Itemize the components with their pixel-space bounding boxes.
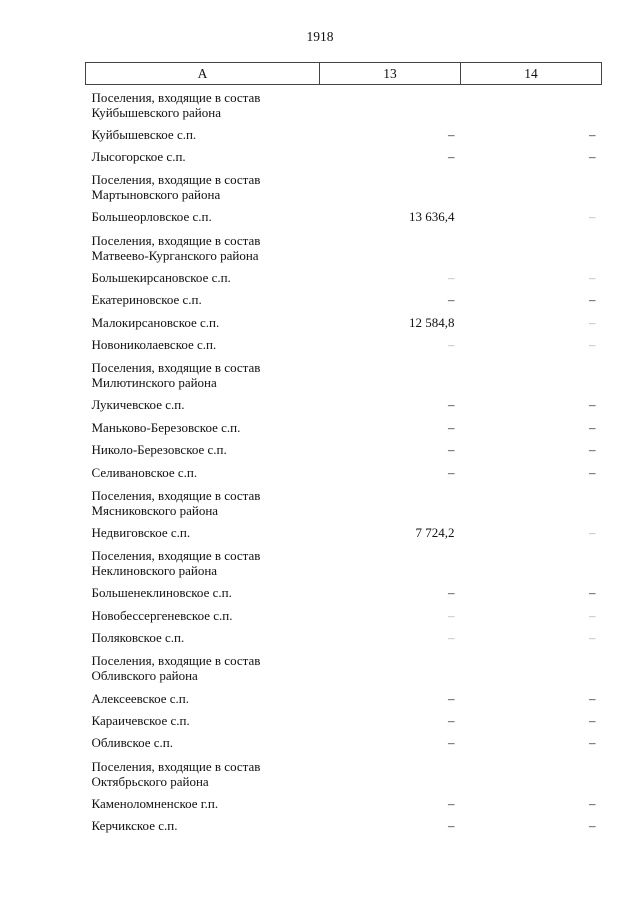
settlement-name: Селивановское с.п. <box>91 464 198 480</box>
table-row <box>86 439 602 461</box>
settlement-name: Куйбышевское с.п. <box>91 126 197 142</box>
group-name: Поселения, входящие в состав Куйбышевского района <box>91 89 261 120</box>
settlement-name: Поляковское с.п. <box>91 630 185 646</box>
value-col-14: – <box>589 269 596 285</box>
table-group-row <box>86 356 602 394</box>
value-col-14: – <box>589 818 596 834</box>
table-row <box>86 461 602 483</box>
settlement-name: Большенеклиновское с.п. <box>91 585 232 601</box>
table-group-row <box>86 168 602 206</box>
group-name: Поселения, входящие в состав Мартыновского района <box>91 172 261 203</box>
table-body <box>86 85 602 837</box>
column-header-14: 14 <box>461 63 602 85</box>
value-col-14: – <box>589 337 596 353</box>
value-col-13: – <box>448 269 455 285</box>
page-number: 1918 <box>306 29 334 44</box>
table-header-row <box>86 63 602 85</box>
table-row <box>86 333 602 355</box>
settlement-name: Большеорловское с.п. <box>91 209 212 225</box>
table-row <box>86 792 602 814</box>
table-group-row <box>86 649 602 687</box>
value-col-14: – <box>589 419 596 435</box>
table-row <box>86 266 602 288</box>
value-col-13: – <box>448 795 455 811</box>
value-col-14: – <box>589 524 596 540</box>
value-col-14: – <box>589 314 596 330</box>
value-col-13: – <box>448 149 455 165</box>
group-name: Поселения, входящие в состав Обливского района <box>91 653 261 684</box>
value-col-13: – <box>448 690 455 706</box>
budget-table <box>85 62 602 837</box>
settlement-name: Керчикское с.п. <box>91 818 178 834</box>
table-group-row <box>86 754 602 792</box>
value-col-13: 13 636,4 <box>409 209 455 225</box>
settlement-name: Новобессергеневское с.п. <box>91 607 233 623</box>
table-row <box>86 687 602 709</box>
table-row <box>86 145 602 167</box>
value-col-14: – <box>589 397 596 413</box>
table-row <box>86 521 602 543</box>
table-group-row <box>86 483 602 521</box>
value-col-13: – <box>448 585 455 601</box>
settlement-name: Малокирсановское с.п. <box>91 314 220 330</box>
value-col-14: – <box>589 292 596 308</box>
group-name: Поселения, входящие в состав Милютинского района <box>91 360 261 391</box>
settlement-name: Екатериновское с.п. <box>91 292 202 308</box>
value-col-14: – <box>589 585 596 601</box>
value-col-14: – <box>589 209 596 225</box>
settlement-name: Недвиговское с.п. <box>91 524 191 540</box>
table-row <box>86 626 602 648</box>
table-row <box>86 814 602 836</box>
table-row <box>86 311 602 333</box>
group-name: Поселения, входящие в состав Мясниковского района <box>91 487 261 518</box>
table-row <box>86 416 602 438</box>
value-col-14: – <box>589 735 596 751</box>
table-group-row <box>86 85 602 124</box>
table-row <box>86 604 602 626</box>
value-col-13: – <box>448 735 455 751</box>
settlement-name: Николо-Березовское с.п. <box>91 442 227 458</box>
settlement-name: Лукичевское с.п. <box>91 397 185 413</box>
value-col-14: – <box>589 126 596 142</box>
value-col-13: – <box>448 442 455 458</box>
table-row <box>86 732 602 754</box>
table-row <box>86 582 602 604</box>
table-group-row <box>86 544 602 582</box>
table-row <box>86 394 602 416</box>
value-col-13: – <box>448 630 455 646</box>
settlement-name: Караичевское с.п. <box>91 712 190 728</box>
value-col-13: – <box>448 126 455 142</box>
value-col-13: 12 584,8 <box>409 314 455 330</box>
table-row <box>86 123 602 145</box>
value-col-13: 7 724,2 <box>415 524 455 540</box>
value-col-14: – <box>589 630 596 646</box>
value-col-13: – <box>448 337 455 353</box>
group-name: Поселения, входящие в состав Неклиновского района <box>91 548 261 579</box>
value-col-14: – <box>589 607 596 623</box>
settlement-name: Обливское с.п. <box>91 735 174 751</box>
value-col-13: – <box>448 397 455 413</box>
table-group-row <box>86 228 602 266</box>
value-col-14: – <box>589 442 596 458</box>
value-col-14: – <box>589 795 596 811</box>
value-col-14: – <box>589 149 596 165</box>
value-col-13: – <box>448 818 455 834</box>
group-name: Поселения, входящие в состав Матвеево-Курганского района <box>91 232 261 263</box>
settlement-name: Лысогорское с.п. <box>91 149 186 165</box>
settlement-name: Новониколаевское с.п. <box>91 337 217 353</box>
value-col-14: – <box>589 464 596 480</box>
settlement-name: Большекирсановское с.п. <box>91 269 231 285</box>
value-col-13: – <box>448 607 455 623</box>
table-row <box>86 206 602 228</box>
settlement-name: Каменоломненское г.п. <box>91 795 219 811</box>
value-col-14: – <box>589 690 596 706</box>
settlement-name: Маньково-Березовское с.п. <box>91 419 241 435</box>
group-name: Поселения, входящие в состав Октябрьского района <box>91 758 261 789</box>
value-col-13: – <box>448 712 455 728</box>
table-row <box>86 289 602 311</box>
column-header-a: А <box>86 63 320 85</box>
value-col-13: – <box>448 292 455 308</box>
value-col-13: – <box>448 464 455 480</box>
value-col-14: – <box>589 712 596 728</box>
column-header-13: 13 <box>320 63 461 85</box>
table-row <box>86 709 602 731</box>
settlement-name: Алексеевское с.п. <box>91 690 189 706</box>
value-col-13: – <box>448 419 455 435</box>
